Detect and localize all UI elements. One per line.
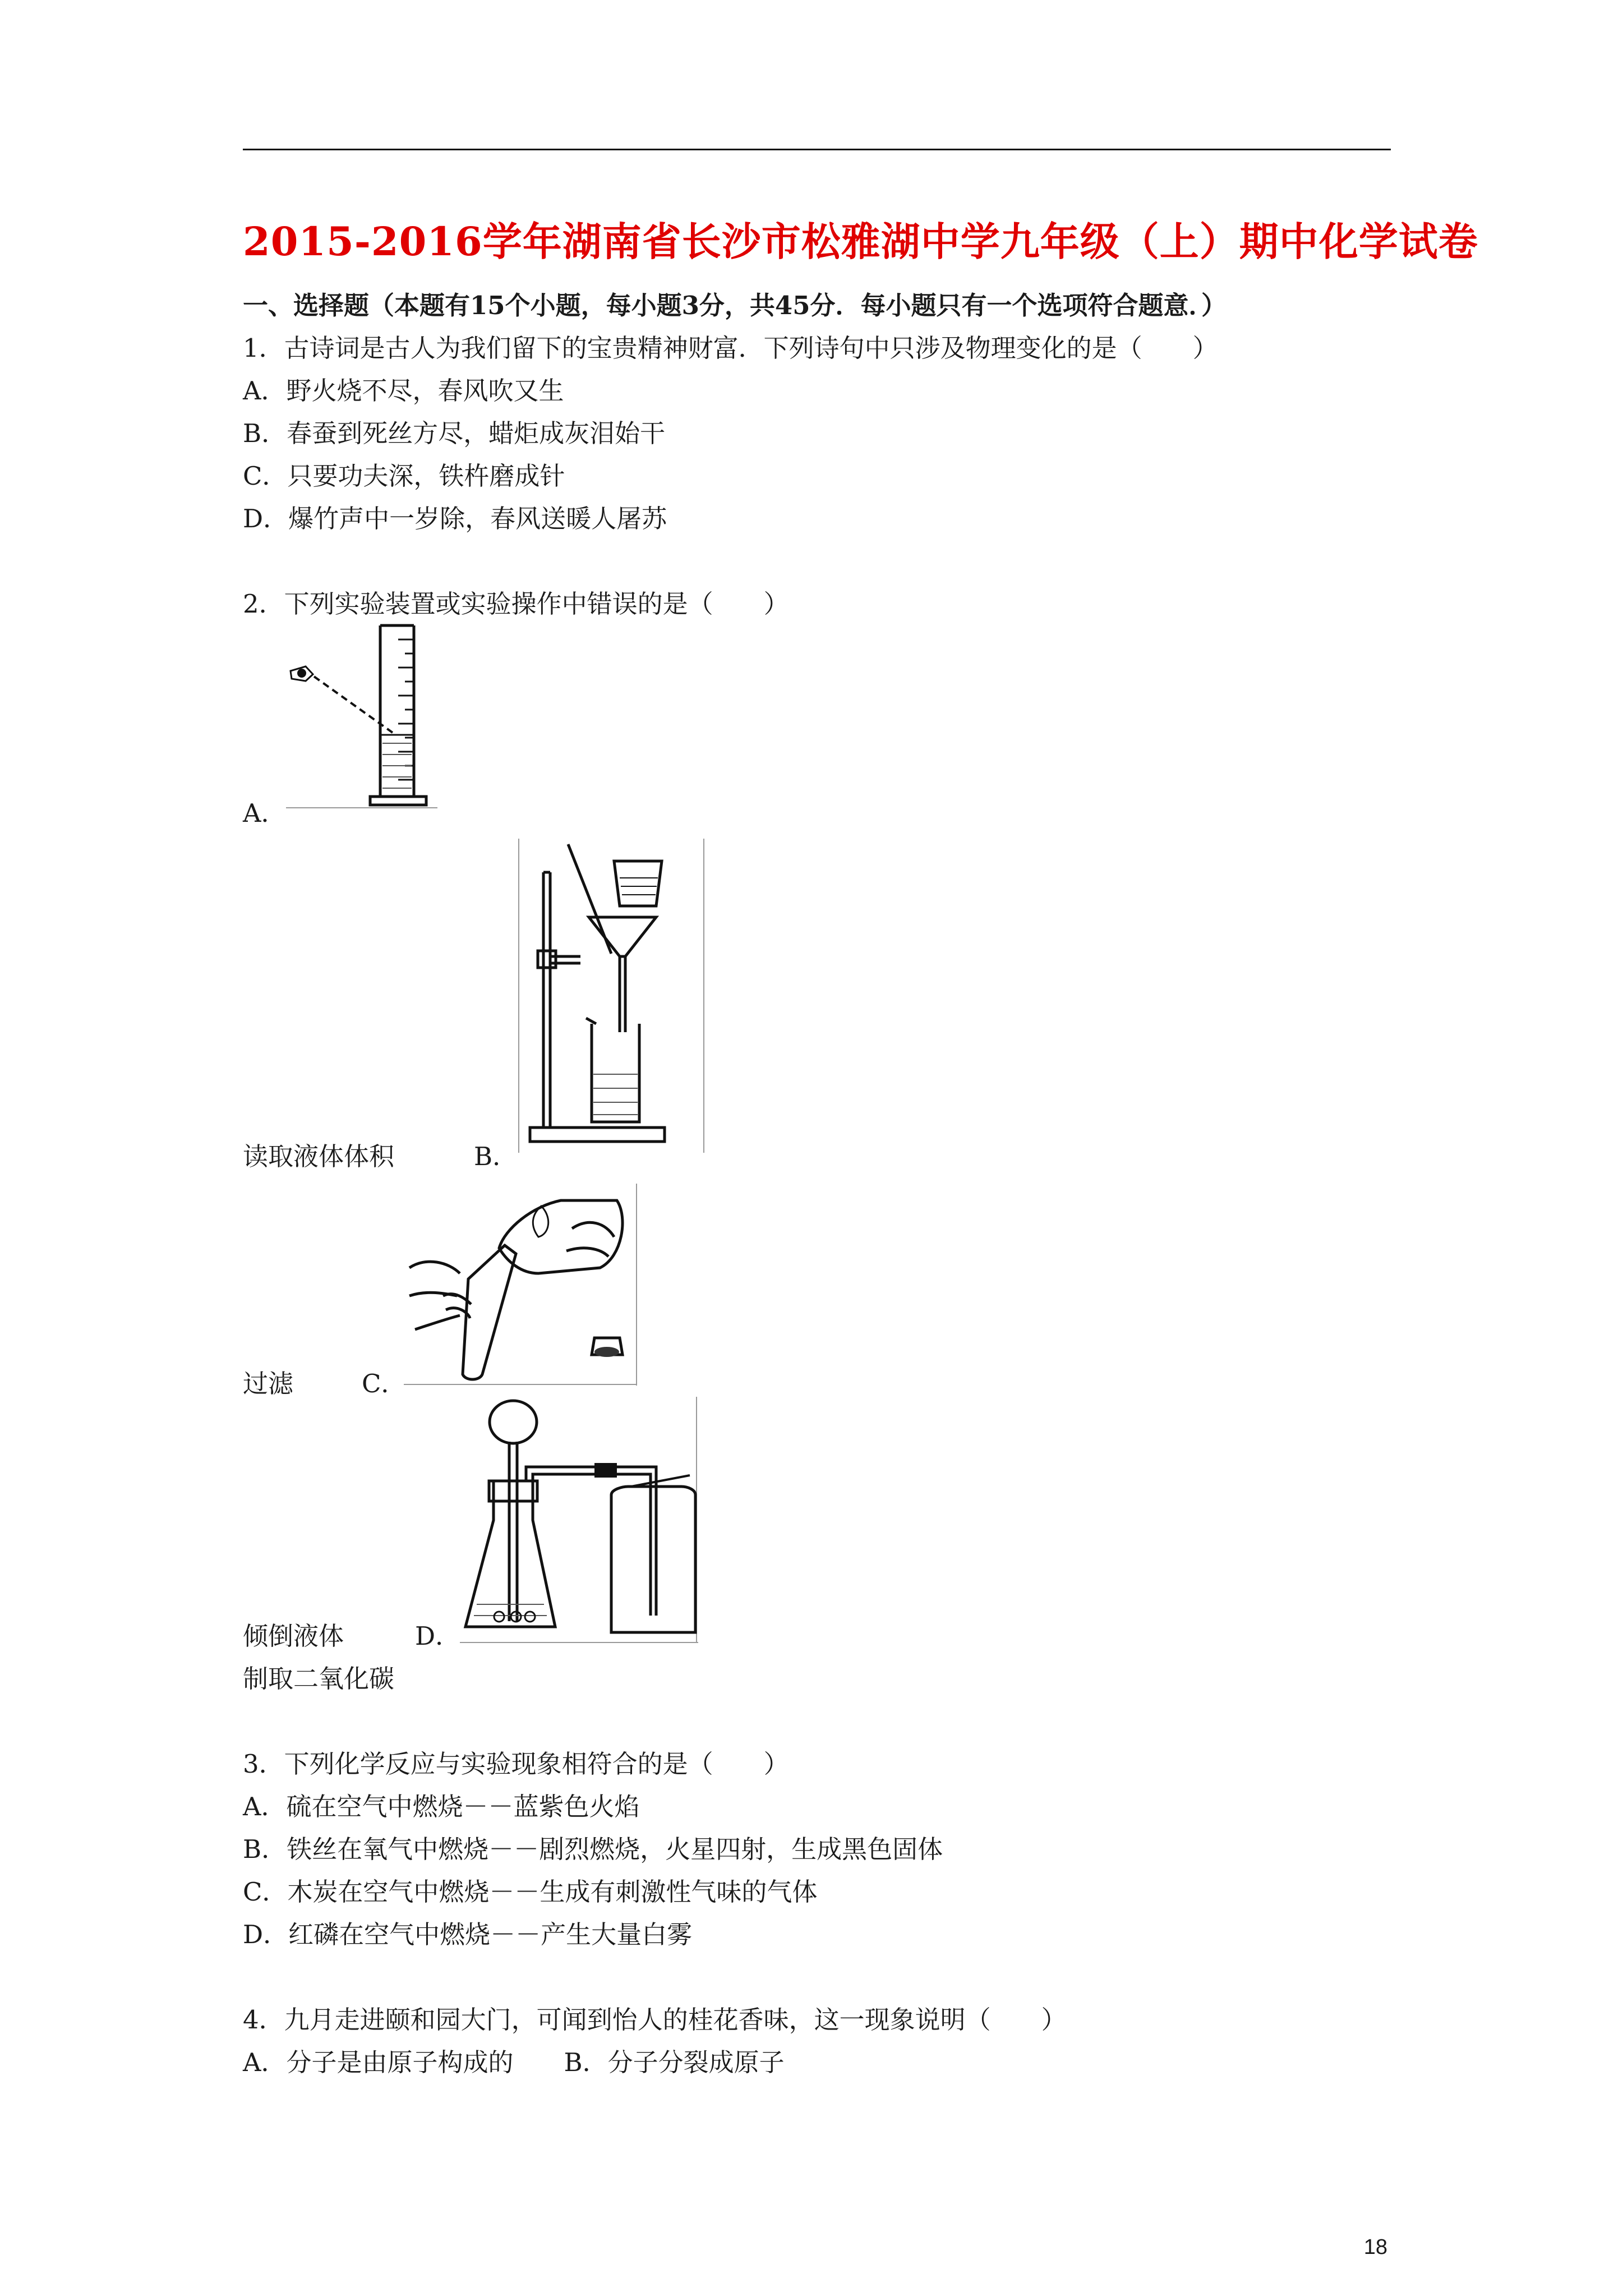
question-2-stem: 2．下列实验装置或实验操作中错误的是（ ） [243, 589, 789, 619]
header-rule [243, 149, 1391, 150]
figure-c-letter: C． [362, 1369, 407, 1398]
question-1-option-c: C．只要功夫深，铁杵磨成针 [243, 461, 565, 491]
figure-c-caption: 倾倒液体 [243, 1621, 344, 1651]
question-3-option-d: D．红磷在空气中燃烧－－产生大量白雾 [243, 1920, 693, 1949]
page-number: 18 [1363, 2235, 1387, 2259]
figure-b-letter: B． [474, 1142, 518, 1171]
question-3-option-b: B．铁丝在氧气中燃烧－－剧烈燃烧，火星四射，生成黑色固体 [243, 1834, 943, 1864]
question-3-stem: 3．下列化学反应与实验现象相符合的是（ ） [243, 1749, 789, 1779]
pouring-liquid-icon [404, 1184, 639, 1386]
figure-a-caption: 读取液体体积 [243, 1142, 395, 1171]
figure-b-caption: 过滤 [243, 1369, 294, 1398]
question-1-option-b: B．春蚕到死丝方尽，蜡炬成灰泪始干 [243, 418, 666, 448]
co2-generation-apparatus-icon [460, 1397, 698, 1644]
figure-d-caption: 制取二氧化碳 [243, 1664, 395, 1694]
graduated-cylinder-reading-icon [286, 623, 437, 808]
figure-a-letter: A． [243, 798, 287, 828]
question-4-stem: 4．九月走进颐和园大门，可闻到怡人的桂花香味，这一现象说明（ ） [243, 2005, 1067, 2035]
question-1-option-a: A．野火烧不尽，春风吹又生 [243, 376, 564, 406]
question-3-option-a: A．硫在空气中燃烧－－蓝紫色火焰 [243, 1792, 640, 1821]
filtration-apparatus-icon [519, 839, 704, 1153]
question-1-stem: 1．古诗词是古人为我们留下的宝贵精神财富．下列诗句中只涉及物理变化的是（ ） [243, 333, 1218, 363]
question-4-options: A．分子是由原子构成的 B．分子分裂成原子 [243, 2047, 785, 2077]
exam-title: 2015-2016学年湖南省长沙市松雅湖中学九年级（上）期中化学试卷 [243, 218, 1478, 265]
section-heading: 一、选择题（本题有15个小题，每小题3分，共45分．每小题只有一个选项符合题意．） [243, 291, 1227, 320]
question-3-option-c: C．木炭在空气中燃烧－－生成有刺激性气味的气体 [243, 1877, 818, 1907]
figure-d-letter: D． [415, 1621, 461, 1651]
question-1-option-d: D．爆竹声中一岁除，春风送暖人屠苏 [243, 504, 667, 533]
